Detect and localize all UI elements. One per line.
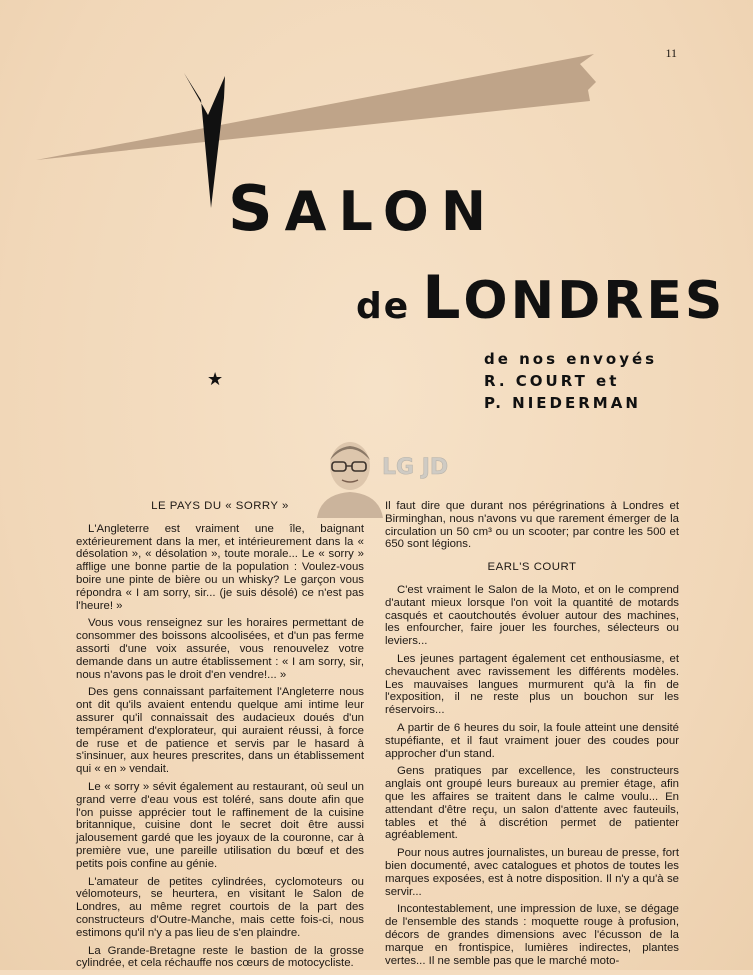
title-de-londres: [356, 263, 726, 333]
paragraph: Le « sorry » sévit également au restaurant, où seul un grand verre d'eau vous est toléré, sans doute afin que l'on puisse apprécier tout le raffinement de la cuisine britannique, cuisine dont le secret doit être aussi jalousement gardé que les joyaux de la couronne, car à première vue, une pareille utilisation du bœuf et des petits pois confine au génie.: [76, 780, 364, 870]
paragraph: Incontestablement, une impression de luxe, se dégage de l'ensemble des stands : moquette rouge à profusion, décors de grandes dimensions avec l'écusson de la marque en frontispice, lumières indirectes, plantes vertes... Il ne semble pas que le marché moto-: [385, 903, 679, 967]
title-salon-rest: ALON: [284, 180, 499, 243]
paragraph: Gens pratiques par excellence, les constructeurs anglais ont groupé leurs bureaux au premier étage, afin que les affaires se traitent dans le calme voulu... En attendant d'être reçu, un salon d'attente avec fauteuils, tables et thé à discrétion permet de patienter agréablement.: [385, 765, 679, 842]
paragraph-intro: Il faut dire que durant nos pérégrinations à Londres et Birminghan, nous n'avons vu que rarement émerger de la circulation un 50 cm³ ou un scooter; par contre les 500 et 650 sont légions.: [385, 500, 679, 551]
title-initial-s: S: [228, 172, 285, 245]
right-column: [385, 500, 679, 972]
title-londres-rest: ONDRES: [463, 271, 726, 331]
byline-line-3: P. NIEDERMAN: [484, 394, 641, 412]
star-ornament: ★: [207, 369, 224, 389]
byline-line-2: R. COURT et: [484, 372, 620, 390]
paragraph: A partir de 6 heures du soir, la foule atteint une densité stupéfiante, et il faut vraiment jouer des coudes pour approcher d'un stand.: [385, 721, 679, 760]
byline-line-1: de nos envoyés: [484, 350, 658, 368]
paragraph: L'amateur de petites cylindrées, cyclomoteurs ou vélomoteurs, se heurtera, en visitant le Salon de Londres, au même regret courtois de la part des constructeurs d'Outre-Manche, mais cette fois-ci, nous estimons qu'il n'y a pas lieu de s'en plaindre.: [76, 875, 364, 939]
paragraph: C'est vraiment le Salon de la Moto, et on le comprend d'autant mieux lorsque l'on voit la quantité de motards casqués et caoutchoutés évoluer autour des machines, les enfourcher, faire jouer les fourches, sélecteurs ou leviers...: [385, 583, 679, 648]
title-salon: [228, 172, 499, 245]
byline: [484, 348, 657, 414]
title-initial-l: L: [422, 263, 464, 333]
section-heading-earls-court: EARL'S COURT: [487, 561, 577, 574]
left-column: [76, 500, 364, 975]
section-heading-sorry: LE PAYS DU « SORRY »: [151, 500, 289, 512]
paragraph: Vous vous renseignez sur les horaires permettant de consommer des boissons alcoolisées, et d'un pas ferme assorti d'une voix assurée, vous renouvelez votre demande dans un autre établissement : « I am sorry, sir, nous n'avons pas le droit d'en vendre!... »: [76, 617, 364, 681]
paragraph: L'Angleterre est vraiment une île, baignant extérieurement dans la mer, et intérieurement dans la « désolation », « désolation », toute morale... Le « sorry » afflige une bonne partie de la population : Voulez-vous boire une pinte de bière ou un whisky? Le garçon vous répondra « I am sorry, sir... (je suis désolé) ce n'est pas l'heure! »: [76, 522, 364, 612]
paragraph: Des gens connaissant parfaitement l'Angleterre nous ont dit qu'ils avaient entendu quelque ami intime leur assurer qu'il connaissait des audacieux doués d'un tempérament d'explorateur, qui auraient réussi, à force de ruse et de patience et servis par le hasard à s'insinuer, aux heures prescrites, dans un établissement qui « en » vendait.: [76, 686, 364, 776]
watermark-stamp: [378, 448, 449, 506]
page-number: 11: [665, 46, 677, 60]
paragraph: Pour nous autres journalistes, un bureau de presse, fort bien documenté, avec catalogues et photos de toutes les marques exposées, est à notre disposition. Il n'y a qu'à se servir...: [385, 847, 679, 898]
paragraph: La Grande-Bretagne reste le bastion de la grosse cylindrée, et cela réchauffe nos cœurs de motocycliste.: [76, 944, 364, 970]
paragraph: Les jeunes partagent également cet enthousiasme, et chevauchent avec ravissement les différents modèles. Les mauvaises langues murmurent qu'à la fin de l'exposition, il ne reste plus un bouchon sur les réservoirs...: [385, 652, 679, 717]
title-de: de: [356, 286, 411, 327]
swoosh-wing: [36, 54, 596, 160]
watermark-text: LG JD: [382, 455, 449, 480]
